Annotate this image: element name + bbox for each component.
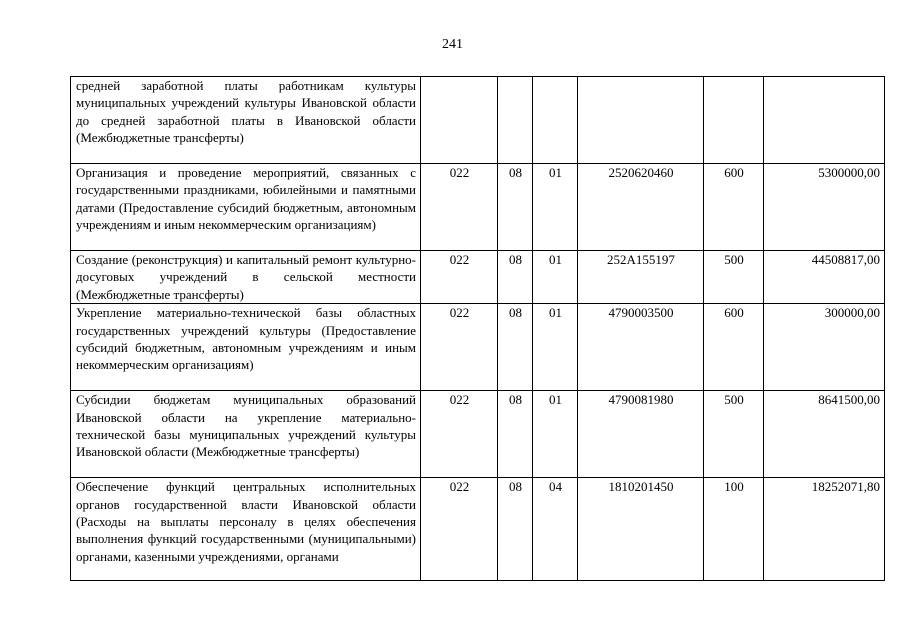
table-row (71, 304, 885, 391)
target-article-cell: 4790081980 (578, 391, 704, 478)
target-article-cell: 4790003500 (578, 304, 704, 391)
subsection-code-cell: 04 (533, 478, 578, 581)
ministry-code-cell: 022 (421, 478, 498, 581)
ministry-code-cell (421, 77, 498, 164)
expense-type-cell (704, 77, 764, 164)
row-description: Укрепление материально-технической базы областных государственных учреждений культуры (Предоставление субсидий бюджетным, автономным учреждениям и иным некоммерческим организациям) (71, 304, 421, 391)
expense-type-cell: 100 (704, 478, 764, 581)
section-code-cell: 08 (498, 478, 533, 581)
target-article-cell: 252A155197 (578, 251, 704, 304)
expense-type-cell: 500 (704, 251, 764, 304)
section-code-cell: 08 (498, 164, 533, 251)
subsection-code-cell: 01 (533, 164, 578, 251)
amount-cell: 18252071,80 (764, 478, 885, 581)
ministry-code-cell: 022 (421, 164, 498, 251)
amount-cell: 8641500,00 (764, 391, 885, 478)
table-row (71, 478, 885, 581)
amount-cell (764, 77, 885, 164)
ministry-code-cell: 022 (421, 251, 498, 304)
section-code-cell (498, 77, 533, 164)
section-code-cell: 08 (498, 391, 533, 478)
row-description-cell (71, 478, 421, 581)
row-description: Создание (реконструкция) и капитальный ремонт культурно-досуговых учреждений в сельской местности (Межбюджетные трансферты) (71, 251, 421, 304)
target-article-cell (578, 77, 704, 164)
ministry-code-cell: 022 (421, 391, 498, 478)
row-description: Организация и проведение мероприятий, связанных с государственными праздниками, юбилейными и памятными датами (Предоставление субсидий бюджетным, автономным учреждениям и иным некоммерческим организациям) (71, 164, 421, 251)
row-description: средней заработной платы работникам культуры муниципальных учреждений культуры Ивановской области до средней заработной платы в Ивановской области (Межбюджетные трансферты) (71, 77, 421, 164)
section-code-cell: 08 (498, 304, 533, 391)
amount-cell: 44508817,00 (764, 251, 885, 304)
row-description: Субсидии бюджетам муниципальных образований Ивановской области на укрепление материально-технической базы муниципальных учреждений культуры Ивановской области (Межбюджетные трансферты) (71, 391, 421, 478)
subsection-code-cell: 01 (533, 391, 578, 478)
table-row (71, 391, 885, 478)
page-number: 241 (442, 37, 463, 52)
ministry-code-cell: 022 (421, 304, 498, 391)
expense-type-cell: 600 (704, 304, 764, 391)
table-row (71, 164, 885, 251)
subsection-code-cell: 01 (533, 304, 578, 391)
table-row (71, 251, 885, 304)
budget-table (70, 76, 885, 581)
expense-type-cell: 600 (704, 164, 764, 251)
amount-cell: 300000,00 (764, 304, 885, 391)
target-article-cell: 1810201450 (578, 478, 704, 581)
section-code-cell: 08 (498, 251, 533, 304)
amount-cell: 5300000,00 (764, 164, 885, 251)
subsection-code-cell: 01 (533, 251, 578, 304)
expense-type-cell: 500 (704, 391, 764, 478)
row-description: Обеспечение функций центральных исполнительных органов государственной власти Ивановской области (Расходы на выплаты персоналу в целях обеспечения выполнения функций государственными (муниципальными) органами, казенными учреждениями, органами (76, 479, 416, 564)
table-row (71, 77, 885, 164)
subsection-code-cell (533, 77, 578, 164)
target-article-cell: 2520620460 (578, 164, 704, 251)
